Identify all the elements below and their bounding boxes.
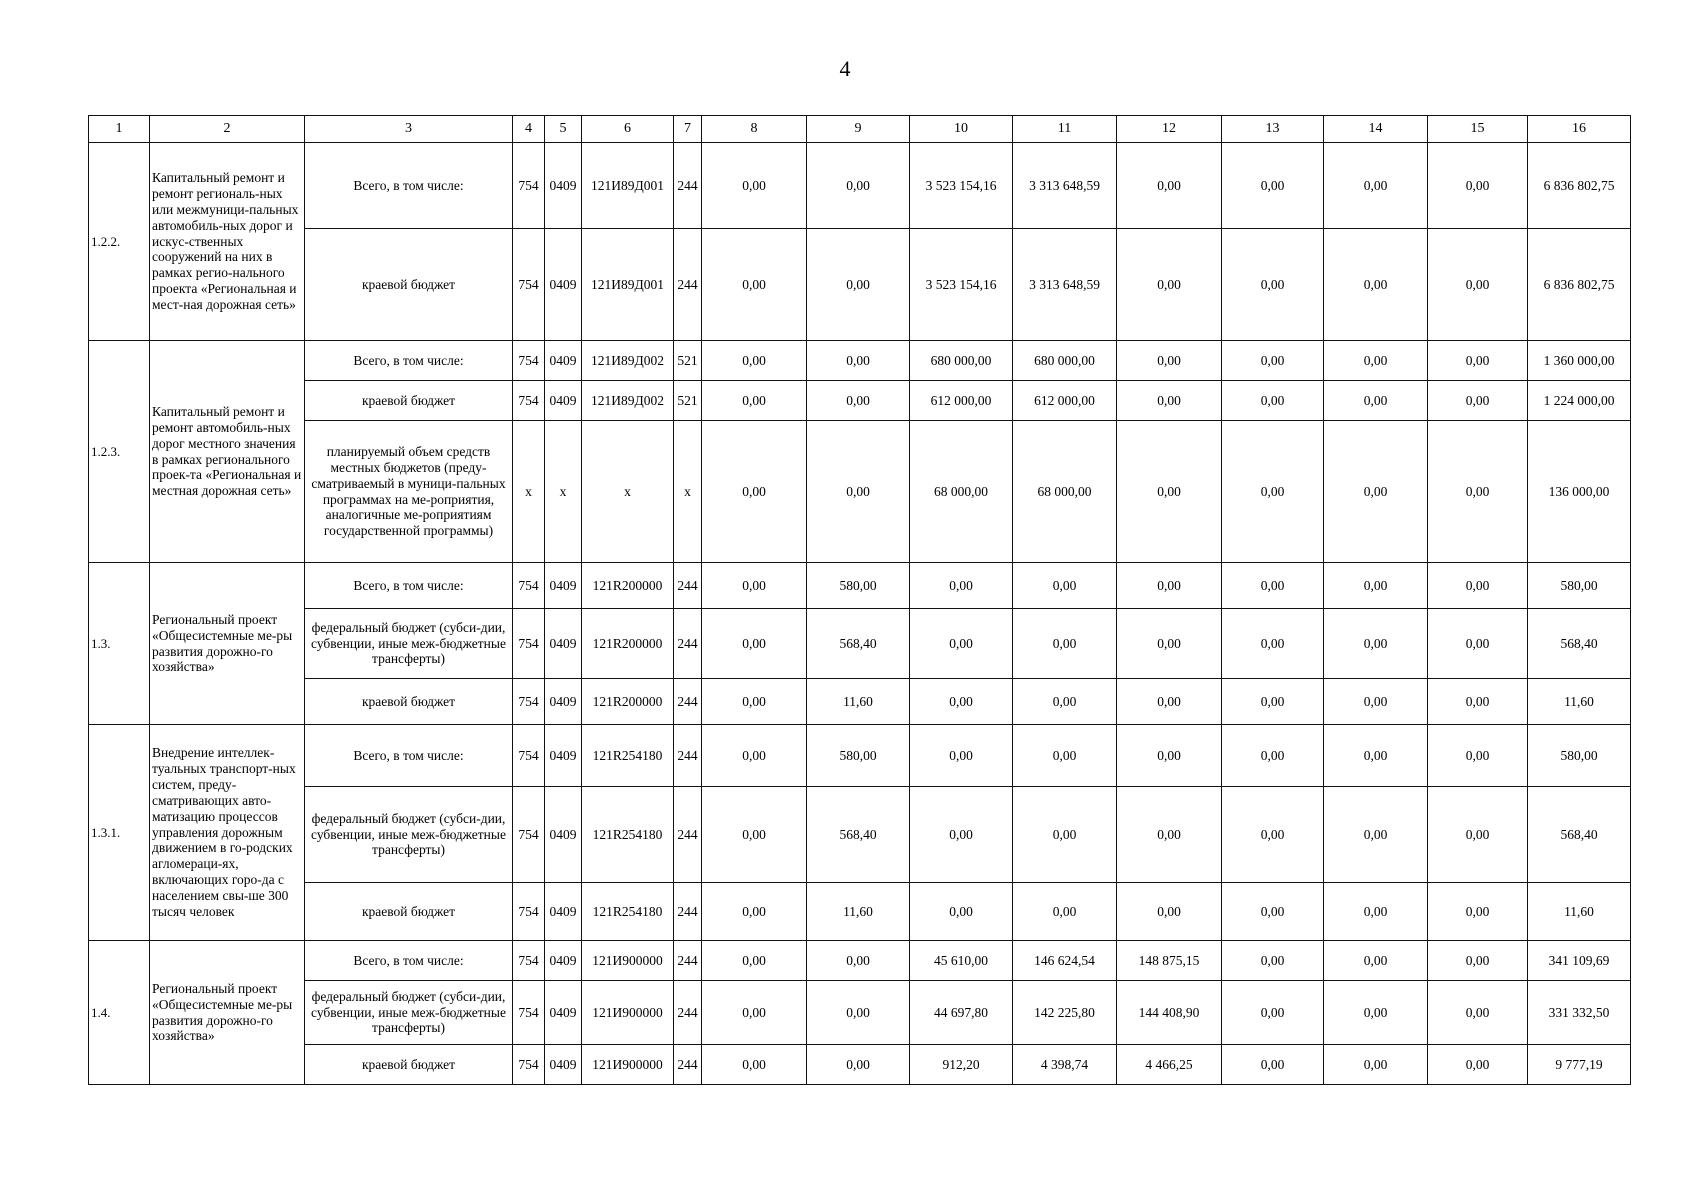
cell-c14: 0,00 bbox=[1324, 1045, 1428, 1085]
cell-c7: 244 bbox=[674, 981, 702, 1045]
cell-c11: 3 313 648,59 bbox=[1013, 229, 1117, 341]
cell-c13: 0,00 bbox=[1222, 229, 1324, 341]
cell-c11: 4 398,74 bbox=[1013, 1045, 1117, 1085]
column-header: 10 bbox=[910, 116, 1013, 143]
cell-c7: 244 bbox=[674, 941, 702, 981]
cell-c8: 0,00 bbox=[702, 563, 807, 609]
cell-c13: 0,00 bbox=[1222, 381, 1324, 421]
cell-c6: 121R254180 bbox=[582, 725, 674, 787]
column-header: 16 bbox=[1528, 116, 1631, 143]
cell-c12: 0,00 bbox=[1117, 341, 1222, 381]
cell-c5: 0409 bbox=[545, 341, 582, 381]
cell-c9: 0,00 bbox=[807, 229, 910, 341]
cell-c6: 121И900000 bbox=[582, 1045, 674, 1085]
cell-c4: 754 bbox=[513, 981, 545, 1045]
cell-c16: 568,40 bbox=[1528, 787, 1631, 883]
table-row bbox=[89, 787, 1631, 883]
cell-c7: 244 bbox=[674, 563, 702, 609]
cell-c14: 0,00 bbox=[1324, 421, 1428, 563]
cell-c11: 680 000,00 bbox=[1013, 341, 1117, 381]
cell-c7: 244 bbox=[674, 679, 702, 725]
cell-c13: 0,00 bbox=[1222, 563, 1324, 609]
cell-c14: 0,00 bbox=[1324, 787, 1428, 883]
cell-c10: 45 610,00 bbox=[910, 941, 1013, 981]
funding-source: Всего, в том числе: bbox=[305, 941, 513, 981]
budget-table bbox=[88, 115, 1631, 1085]
cell-c11: 0,00 bbox=[1013, 883, 1117, 941]
cell-c9: 0,00 bbox=[807, 341, 910, 381]
column-header: 5 bbox=[545, 116, 582, 143]
cell-c10: 44 697,80 bbox=[910, 981, 1013, 1045]
funding-source: планируемый объем средств местных бюджетов (преду-сматриваемый в муници-пальных программах на ме-роприятия, аналогичные ме-роприятиям государственной программы) bbox=[305, 421, 513, 563]
cell-c11: 0,00 bbox=[1013, 725, 1117, 787]
table-row bbox=[89, 941, 1631, 981]
cell-c12: 0,00 bbox=[1117, 421, 1222, 563]
cell-c14: 0,00 bbox=[1324, 381, 1428, 421]
cell-c12: 0,00 bbox=[1117, 609, 1222, 679]
table-row bbox=[89, 725, 1631, 787]
cell-c4: 754 bbox=[513, 725, 545, 787]
item-name: Региональный проект «Общесистемные ме-ры развития дорожно-го хозяйства» bbox=[150, 941, 305, 1085]
cell-c12: 144 408,90 bbox=[1117, 981, 1222, 1045]
cell-c7: 521 bbox=[674, 381, 702, 421]
cell-c16: 11,60 bbox=[1528, 679, 1631, 725]
page-number: 4 bbox=[839, 56, 851, 81]
cell-c11: 0,00 bbox=[1013, 563, 1117, 609]
cell-c15: 0,00 bbox=[1428, 229, 1528, 341]
funding-source: федеральный бюджет (субси-дии, субвенции, иные меж-бюджетные трансферты) bbox=[305, 609, 513, 679]
cell-c15: 0,00 bbox=[1428, 563, 1528, 609]
cell-c12: 0,00 bbox=[1117, 381, 1222, 421]
cell-c14: 0,00 bbox=[1324, 341, 1428, 381]
column-header: 12 bbox=[1117, 116, 1222, 143]
cell-c5: 0409 bbox=[545, 981, 582, 1045]
cell-c5: 0409 bbox=[545, 381, 582, 421]
cell-c4: 754 bbox=[513, 609, 545, 679]
column-header: 7 bbox=[674, 116, 702, 143]
cell-c16: 331 332,50 bbox=[1528, 981, 1631, 1045]
cell-c9: 0,00 bbox=[807, 941, 910, 981]
cell-c14: 0,00 bbox=[1324, 941, 1428, 981]
cell-c4: 754 bbox=[513, 563, 545, 609]
cell-c14: 0,00 bbox=[1324, 609, 1428, 679]
cell-c7: 244 bbox=[674, 883, 702, 941]
cell-c11: 68 000,00 bbox=[1013, 421, 1117, 563]
funding-source: краевой бюджет bbox=[305, 679, 513, 725]
cell-c15: 0,00 bbox=[1428, 421, 1528, 563]
cell-c16: 580,00 bbox=[1528, 563, 1631, 609]
cell-c4: 754 bbox=[513, 883, 545, 941]
cell-c8: 0,00 bbox=[702, 609, 807, 679]
cell-c5: 0409 bbox=[545, 883, 582, 941]
funding-source: Всего, в том числе: bbox=[305, 341, 513, 381]
cell-c6: 121И900000 bbox=[582, 981, 674, 1045]
cell-c16: 6 836 802,75 bbox=[1528, 229, 1631, 341]
cell-c4: 754 bbox=[513, 1045, 545, 1085]
cell-c7: 244 bbox=[674, 609, 702, 679]
cell-c10: 0,00 bbox=[910, 679, 1013, 725]
column-number-row bbox=[89, 116, 1631, 143]
cell-c10: 68 000,00 bbox=[910, 421, 1013, 563]
cell-c12: 0,00 bbox=[1117, 563, 1222, 609]
table-row bbox=[89, 981, 1631, 1045]
cell-c14: 0,00 bbox=[1324, 883, 1428, 941]
cell-c16: 580,00 bbox=[1528, 725, 1631, 787]
funding-source: краевой бюджет bbox=[305, 381, 513, 421]
item-name: Капитальный ремонт и ремонт автомобиль-ных дорог местного значения в рамках регионального проек-та «Региональная и местная дорожная сеть» bbox=[150, 341, 305, 563]
cell-c16: 6 836 802,75 bbox=[1528, 143, 1631, 229]
table-row bbox=[89, 1045, 1631, 1085]
cell-c4: 754 bbox=[513, 787, 545, 883]
cell-c10: 612 000,00 bbox=[910, 381, 1013, 421]
cell-c15: 0,00 bbox=[1428, 143, 1528, 229]
cell-c6: 121И89Д002 bbox=[582, 341, 674, 381]
cell-c12: 0,00 bbox=[1117, 883, 1222, 941]
cell-c5: 0409 bbox=[545, 229, 582, 341]
item-number: 1.3. bbox=[89, 563, 150, 725]
cell-c6: 121И89Д001 bbox=[582, 143, 674, 229]
funding-source: Всего, в том числе: bbox=[305, 143, 513, 229]
funding-source: краевой бюджет bbox=[305, 1045, 513, 1085]
cell-c13: 0,00 bbox=[1222, 341, 1324, 381]
cell-c10: 912,20 bbox=[910, 1045, 1013, 1085]
cell-c8: 0,00 bbox=[702, 725, 807, 787]
cell-c5: 0409 bbox=[545, 143, 582, 229]
cell-c7: 521 bbox=[674, 341, 702, 381]
cell-c5: 0409 bbox=[545, 941, 582, 981]
cell-c4: 754 bbox=[513, 341, 545, 381]
table-row bbox=[89, 563, 1631, 609]
cell-c12: 0,00 bbox=[1117, 143, 1222, 229]
cell-c6: 121R200000 bbox=[582, 609, 674, 679]
cell-c16: 1 224 000,00 bbox=[1528, 381, 1631, 421]
item-number: 1.2.3. bbox=[89, 341, 150, 563]
cell-c9: 0,00 bbox=[807, 981, 910, 1045]
cell-c13: 0,00 bbox=[1222, 609, 1324, 679]
item-name: Капитальный ремонт и ремонт региональ-ных или межмуници-пальных автомобиль-ных дорог и искус-ственных сооружений на них в рамках регио-нального проекта «Региональная и мест-ная дорожная сеть» bbox=[150, 143, 305, 341]
cell-c11: 146 624,54 bbox=[1013, 941, 1117, 981]
funding-source: краевой бюджет bbox=[305, 883, 513, 941]
cell-c8: 0,00 bbox=[702, 381, 807, 421]
cell-c7: 244 bbox=[674, 229, 702, 341]
cell-c11: 3 313 648,59 bbox=[1013, 143, 1117, 229]
cell-c14: 0,00 bbox=[1324, 725, 1428, 787]
cell-c5: 0409 bbox=[545, 563, 582, 609]
column-header: 13 bbox=[1222, 116, 1324, 143]
cell-c12: 0,00 bbox=[1117, 725, 1222, 787]
cell-c14: 0,00 bbox=[1324, 229, 1428, 341]
cell-c13: 0,00 bbox=[1222, 981, 1324, 1045]
cell-c9: 0,00 bbox=[807, 1045, 910, 1085]
cell-c5: 0409 bbox=[545, 787, 582, 883]
cell-c10: 3 523 154,16 bbox=[910, 229, 1013, 341]
cell-c13: 0,00 bbox=[1222, 883, 1324, 941]
cell-c16: 11,60 bbox=[1528, 883, 1631, 941]
cell-c15: 0,00 bbox=[1428, 609, 1528, 679]
cell-c13: 0,00 bbox=[1222, 421, 1324, 563]
cell-c8: 0,00 bbox=[702, 421, 807, 563]
cell-c15: 0,00 bbox=[1428, 725, 1528, 787]
funding-source: федеральный бюджет (субси-дии, субвенции, иные меж-бюджетные трансферты) bbox=[305, 981, 513, 1045]
cell-c9: 0,00 bbox=[807, 143, 910, 229]
cell-c4: 754 bbox=[513, 381, 545, 421]
cell-c6: 121И900000 bbox=[582, 941, 674, 981]
cell-c13: 0,00 bbox=[1222, 1045, 1324, 1085]
table-row bbox=[89, 341, 1631, 381]
cell-c7: 244 bbox=[674, 143, 702, 229]
cell-c5: x bbox=[545, 421, 582, 563]
cell-c8: 0,00 bbox=[702, 341, 807, 381]
cell-c11: 0,00 bbox=[1013, 787, 1117, 883]
cell-c11: 142 225,80 bbox=[1013, 981, 1117, 1045]
item-number: 1.4. bbox=[89, 941, 150, 1085]
cell-c10: 0,00 bbox=[910, 609, 1013, 679]
cell-c8: 0,00 bbox=[702, 883, 807, 941]
cell-c12: 0,00 bbox=[1117, 229, 1222, 341]
cell-c15: 0,00 bbox=[1428, 341, 1528, 381]
column-header: 2 bbox=[150, 116, 305, 143]
cell-c15: 0,00 bbox=[1428, 981, 1528, 1045]
cell-c10: 0,00 bbox=[910, 883, 1013, 941]
cell-c5: 0409 bbox=[545, 609, 582, 679]
cell-c16: 568,40 bbox=[1528, 609, 1631, 679]
cell-c14: 0,00 bbox=[1324, 143, 1428, 229]
cell-c7: 244 bbox=[674, 1045, 702, 1085]
cell-c8: 0,00 bbox=[702, 143, 807, 229]
cell-c6: x bbox=[582, 421, 674, 563]
cell-c15: 0,00 bbox=[1428, 883, 1528, 941]
cell-c8: 0,00 bbox=[702, 229, 807, 341]
cell-c9: 568,40 bbox=[807, 609, 910, 679]
cell-c8: 0,00 bbox=[702, 787, 807, 883]
funding-source: Всего, в том числе: bbox=[305, 563, 513, 609]
table-row bbox=[89, 679, 1631, 725]
item-name: Региональный проект «Общесистемные ме-ры развития дорожно-го хозяйства» bbox=[150, 563, 305, 725]
cell-c7: 244 bbox=[674, 725, 702, 787]
cell-c12: 148 875,15 bbox=[1117, 941, 1222, 981]
cell-c8: 0,00 bbox=[702, 941, 807, 981]
cell-c6: 121R200000 bbox=[582, 563, 674, 609]
cell-c12: 4 466,25 bbox=[1117, 1045, 1222, 1085]
cell-c15: 0,00 bbox=[1428, 1045, 1528, 1085]
cell-c9: 0,00 bbox=[807, 381, 910, 421]
cell-c6: 121R254180 bbox=[582, 883, 674, 941]
cell-c8: 0,00 bbox=[702, 1045, 807, 1085]
table-row bbox=[89, 421, 1631, 563]
cell-c12: 0,00 bbox=[1117, 679, 1222, 725]
column-header: 15 bbox=[1428, 116, 1528, 143]
cell-c4: 754 bbox=[513, 229, 545, 341]
cell-c4: 754 bbox=[513, 941, 545, 981]
item-number: 1.2.2. bbox=[89, 143, 150, 341]
cell-c5: 0409 bbox=[545, 725, 582, 787]
cell-c10: 0,00 bbox=[910, 725, 1013, 787]
column-header: 3 bbox=[305, 116, 513, 143]
cell-c5: 0409 bbox=[545, 1045, 582, 1085]
cell-c14: 0,00 bbox=[1324, 679, 1428, 725]
cell-c6: 121R254180 bbox=[582, 787, 674, 883]
cell-c8: 0,00 bbox=[702, 679, 807, 725]
column-header: 14 bbox=[1324, 116, 1428, 143]
column-header: 6 bbox=[582, 116, 674, 143]
cell-c6: 121R200000 bbox=[582, 679, 674, 725]
cell-c16: 9 777,19 bbox=[1528, 1045, 1631, 1085]
table-row bbox=[89, 883, 1631, 941]
item-name: Внедрение интеллек-туальных транспорт-ных систем, преду-сматривающих авто-матизацию процессов управления дорожным движением в го-родских агломераци-ях, включающих горо-да с населением свы-ше 300 тысяч человек bbox=[150, 725, 305, 941]
cell-c15: 0,00 bbox=[1428, 787, 1528, 883]
cell-c9: 0,00 bbox=[807, 421, 910, 563]
cell-c4: 754 bbox=[513, 143, 545, 229]
cell-c15: 0,00 bbox=[1428, 941, 1528, 981]
column-header: 1 bbox=[89, 116, 150, 143]
cell-c4: 754 bbox=[513, 679, 545, 725]
cell-c11: 0,00 bbox=[1013, 679, 1117, 725]
cell-c8: 0,00 bbox=[702, 981, 807, 1045]
cell-c9: 11,60 bbox=[807, 883, 910, 941]
cell-c13: 0,00 bbox=[1222, 679, 1324, 725]
cell-c9: 11,60 bbox=[807, 679, 910, 725]
cell-c13: 0,00 bbox=[1222, 725, 1324, 787]
cell-c16: 1 360 000,00 bbox=[1528, 341, 1631, 381]
table-row bbox=[89, 229, 1631, 341]
cell-c11: 612 000,00 bbox=[1013, 381, 1117, 421]
table-row bbox=[89, 381, 1631, 421]
cell-c10: 680 000,00 bbox=[910, 341, 1013, 381]
column-header: 8 bbox=[702, 116, 807, 143]
column-header: 11 bbox=[1013, 116, 1117, 143]
cell-c15: 0,00 bbox=[1428, 381, 1528, 421]
cell-c11: 0,00 bbox=[1013, 609, 1117, 679]
cell-c13: 0,00 bbox=[1222, 143, 1324, 229]
item-number: 1.3.1. bbox=[89, 725, 150, 941]
cell-c7: 244 bbox=[674, 787, 702, 883]
funding-source: Всего, в том числе: bbox=[305, 725, 513, 787]
column-header: 4 bbox=[513, 116, 545, 143]
cell-c13: 0,00 bbox=[1222, 941, 1324, 981]
cell-c7: x bbox=[674, 421, 702, 563]
cell-c12: 0,00 bbox=[1117, 787, 1222, 883]
cell-c16: 341 109,69 bbox=[1528, 941, 1631, 981]
funding-source: краевой бюджет bbox=[305, 229, 513, 341]
cell-c14: 0,00 bbox=[1324, 563, 1428, 609]
cell-c9: 580,00 bbox=[807, 563, 910, 609]
cell-c10: 3 523 154,16 bbox=[910, 143, 1013, 229]
cell-c9: 568,40 bbox=[807, 787, 910, 883]
cell-c4: x bbox=[513, 421, 545, 563]
cell-c9: 580,00 bbox=[807, 725, 910, 787]
table-row bbox=[89, 143, 1631, 229]
cell-c10: 0,00 bbox=[910, 563, 1013, 609]
cell-c15: 0,00 bbox=[1428, 679, 1528, 725]
cell-c13: 0,00 bbox=[1222, 787, 1324, 883]
cell-c5: 0409 bbox=[545, 679, 582, 725]
funding-source: федеральный бюджет (субси-дии, субвенции, иные меж-бюджетные трансферты) bbox=[305, 787, 513, 883]
cell-c16: 136 000,00 bbox=[1528, 421, 1631, 563]
cell-c6: 121И89Д002 bbox=[582, 381, 674, 421]
cell-c14: 0,00 bbox=[1324, 981, 1428, 1045]
column-header: 9 bbox=[807, 116, 910, 143]
cell-c6: 121И89Д001 bbox=[582, 229, 674, 341]
table-row bbox=[89, 609, 1631, 679]
cell-c10: 0,00 bbox=[910, 787, 1013, 883]
